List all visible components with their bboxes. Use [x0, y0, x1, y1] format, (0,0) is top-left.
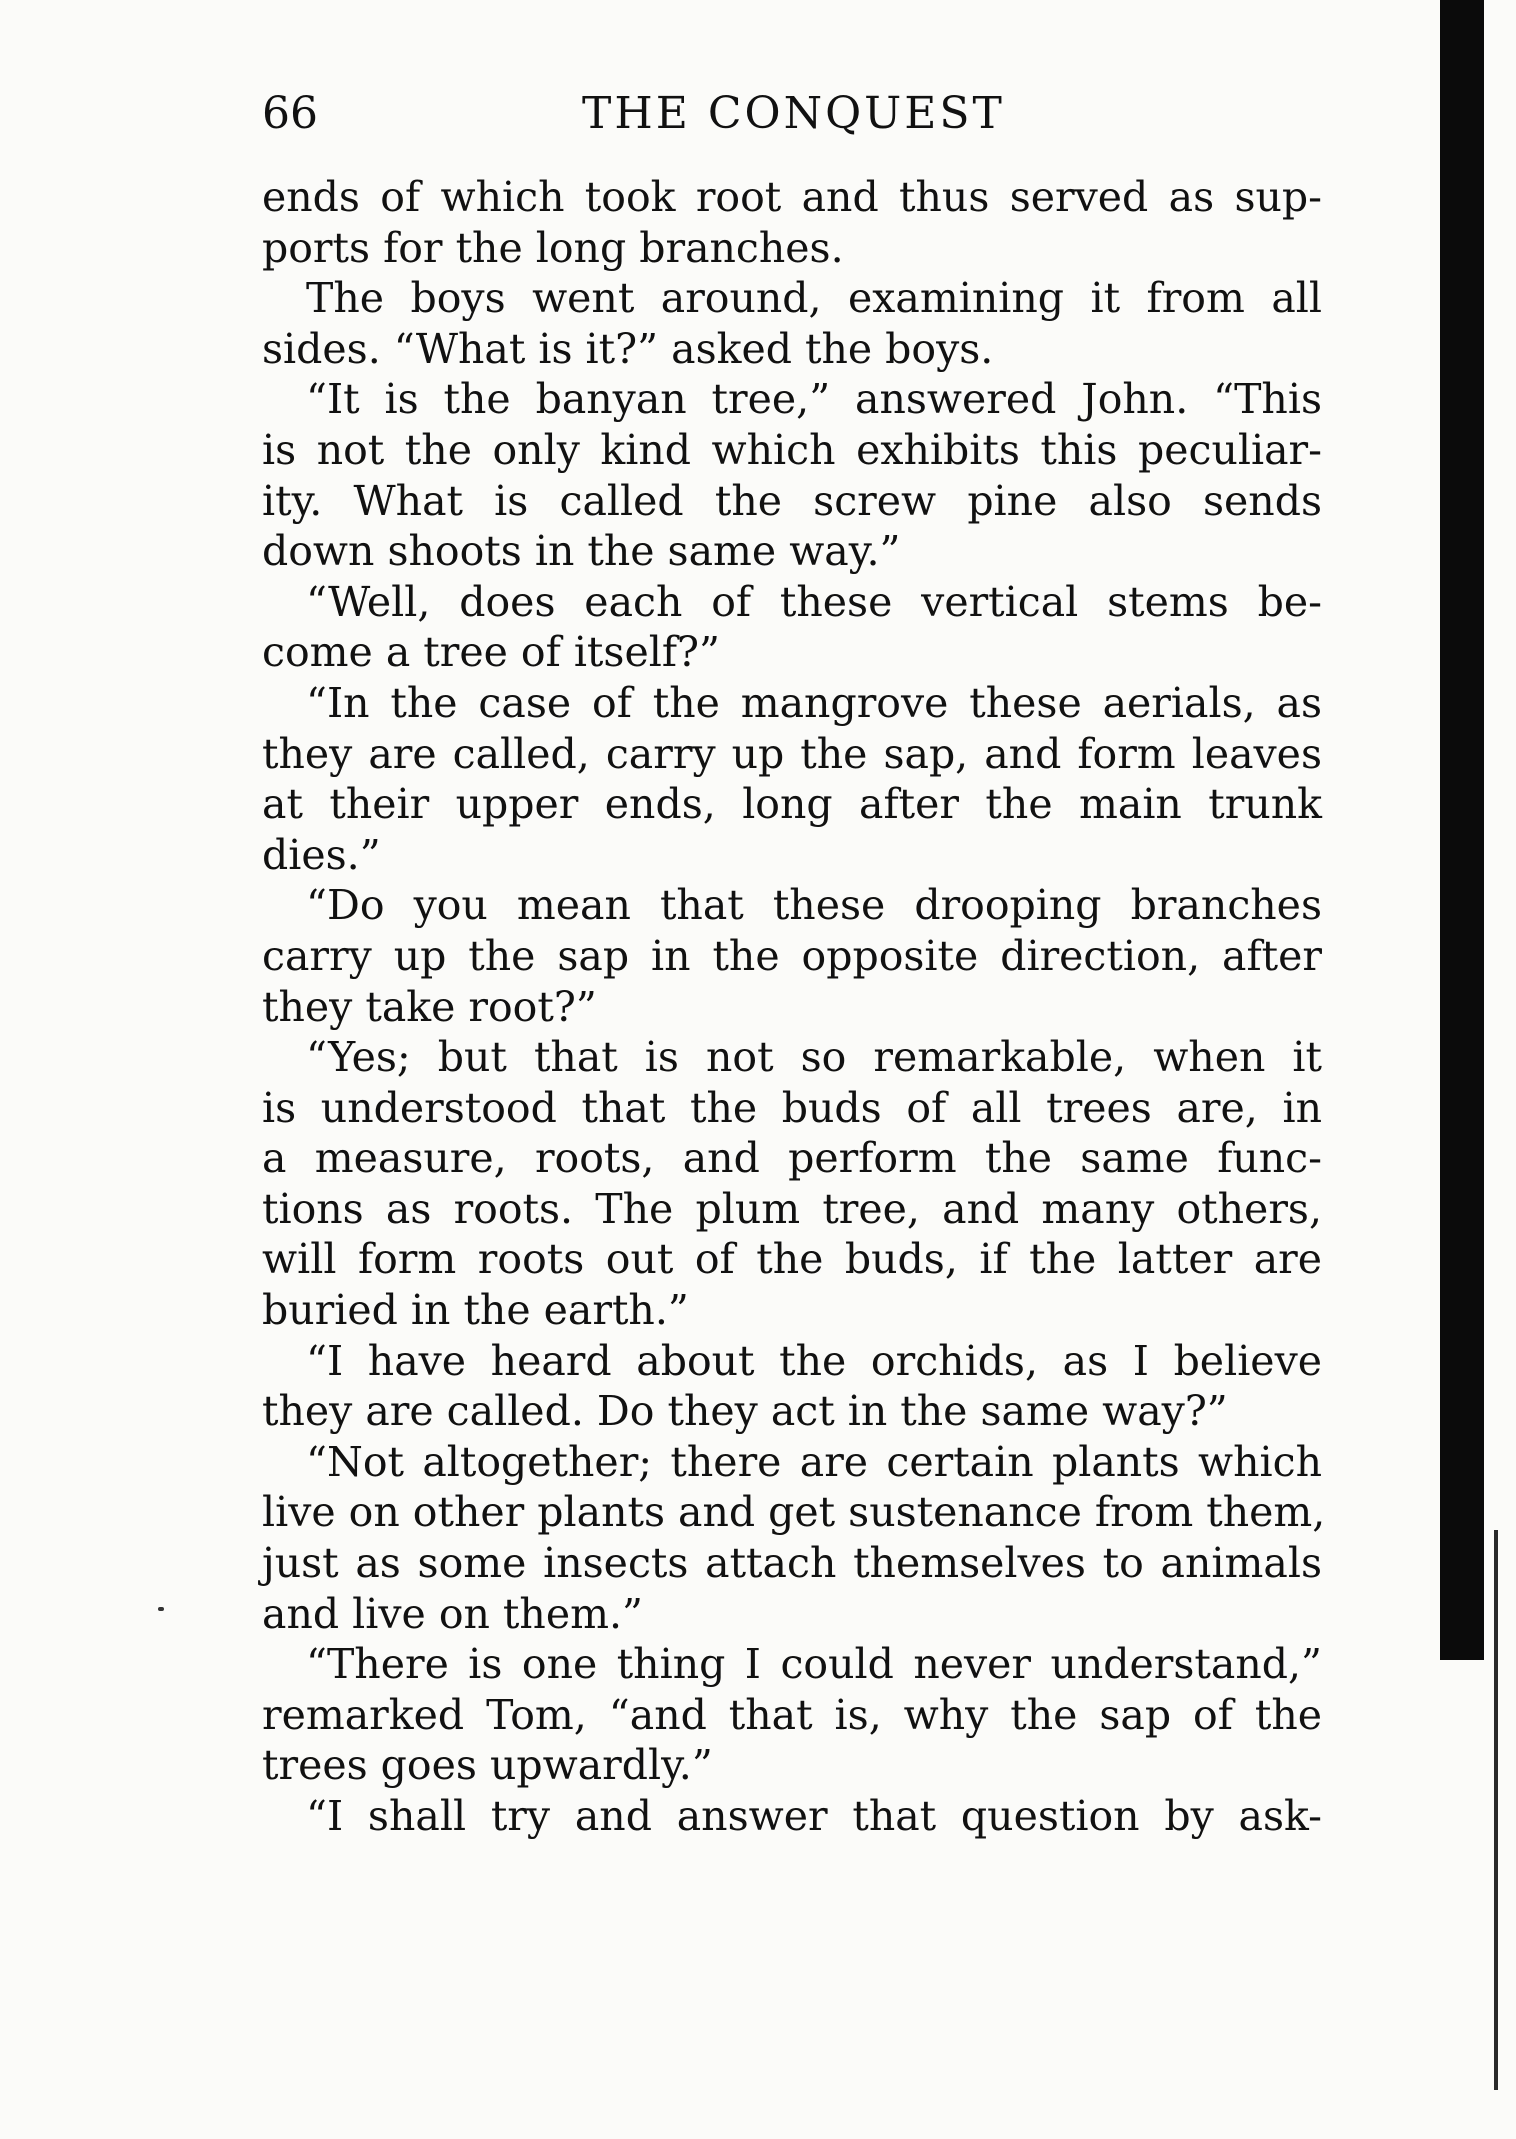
text-line: dies.” — [262, 830, 381, 879]
text-line: remarked Tom, “and that is, why the sap of the — [262, 1690, 1322, 1739]
text-line: a measure, roots, and perform the same func- — [262, 1134, 1322, 1183]
print-speck — [158, 1607, 164, 1611]
text-line: The boys went around, examining it from all — [306, 274, 1322, 323]
running-title: THE CONQUEST — [582, 88, 1005, 139]
page-binding-edge-thin — [1494, 1530, 1498, 2090]
text-line: “I have heard about the orchids, as I believe — [306, 1336, 1322, 1385]
text-line: trees goes upwardly.” — [262, 1741, 713, 1790]
page-number: 66 — [262, 88, 318, 139]
text-line: sides. “What is it?” asked the boys. — [262, 324, 994, 373]
body-text — [262, 172, 1326, 1842]
text-line: just as some insects attach themselves to animals — [262, 1539, 1322, 1588]
text-line: “Yes; but that is not so remarkable, when it — [306, 1033, 1322, 1082]
text-line: “It is the banyan tree,” answered John. “This — [306, 375, 1322, 424]
text-line: buried in the earth.” — [262, 1286, 689, 1335]
text-line: they are called, carry up the sap, and form leaves — [262, 729, 1322, 778]
text-line: “There is one thing I could never understand,” — [306, 1640, 1322, 1689]
text-line: ity. What is called the screw pine also sends — [262, 476, 1322, 525]
text-line: ends of which took root and thus served as sup- — [262, 173, 1322, 221]
text-line: tions as roots. The plum tree, and many others, — [262, 1184, 1322, 1233]
text-line: and live on them.” — [262, 1589, 643, 1638]
text-line: “Do you mean that these drooping branches — [306, 881, 1322, 930]
text-line: “I shall try and answer that question by ask- — [306, 1792, 1322, 1840]
text-line: come a tree of itself?” — [262, 628, 720, 677]
text-line: carry up the sap in the opposite direction, after — [262, 931, 1322, 980]
text-line: “In the case of the mangrove these aerials, as — [306, 678, 1322, 727]
text-line: ports for the long branches. — [262, 223, 844, 272]
text-line: will form roots out of the buds, if the latter are — [262, 1235, 1322, 1284]
text-line: live on other plants and get sustenance from them, — [262, 1488, 1326, 1537]
text-line: down shoots in the same way.” — [262, 527, 901, 576]
text-line: they take root?” — [262, 982, 597, 1031]
text-line: is understood that the buds of all trees are, in — [262, 1083, 1322, 1132]
text-line: “Not altogether; there are certain plants which — [306, 1437, 1322, 1486]
text-line: “Well, does each of these vertical stems be- — [306, 577, 1322, 626]
running-header — [262, 88, 1322, 148]
text-line: at their upper ends, long after the main trunk — [262, 780, 1322, 829]
text-line: they are called. Do they act in the same way?” — [262, 1387, 1228, 1436]
page-binding-edge — [1440, 0, 1484, 1660]
text-line: is not the only kind which exhibits this peculiar- — [262, 425, 1322, 474]
